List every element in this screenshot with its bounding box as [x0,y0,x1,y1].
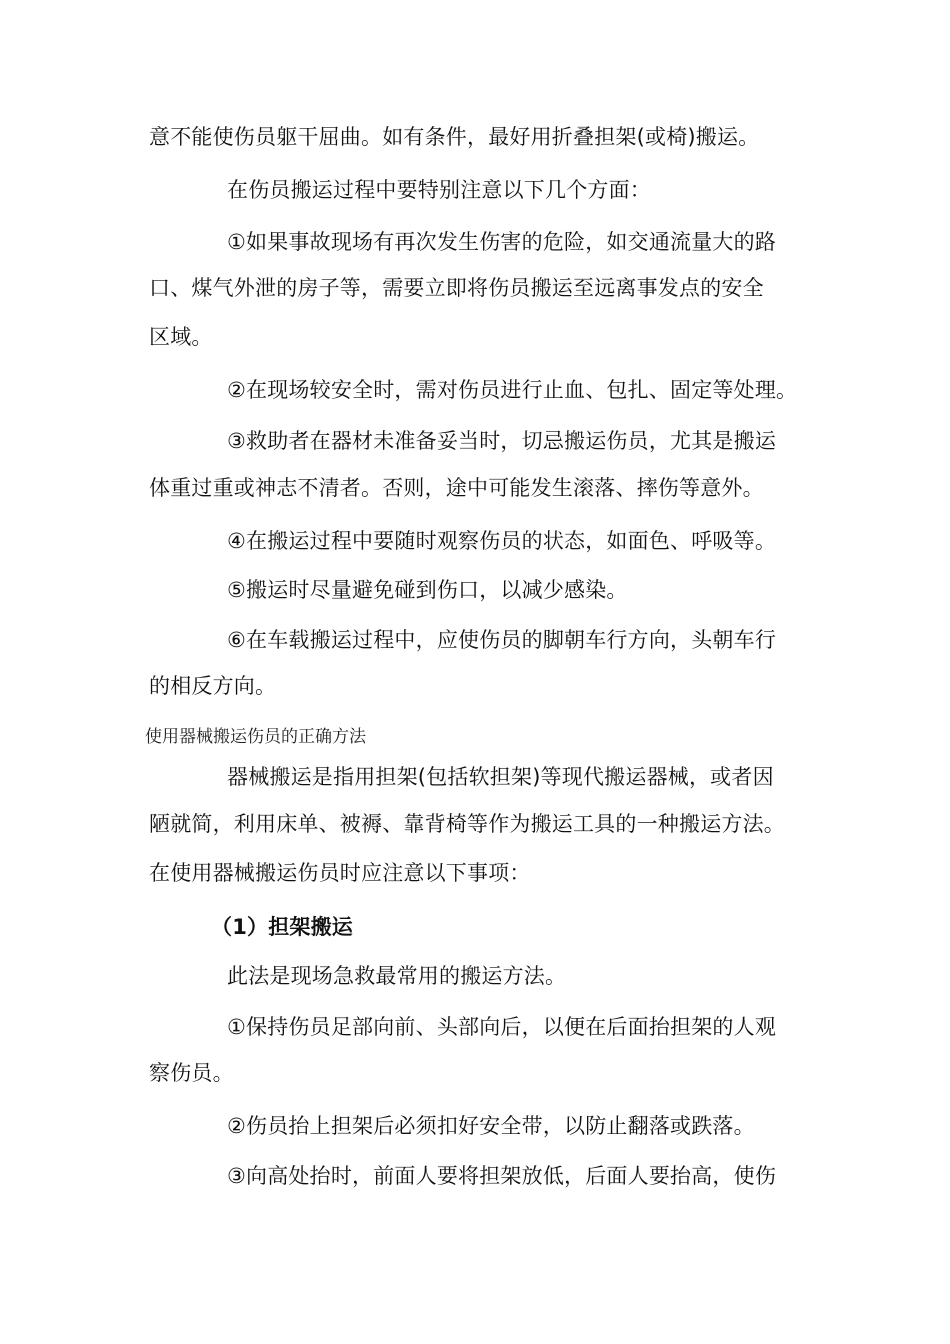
list-item-3-line: ③向高处抬时，前面人要将担架放低，后面人要抬高，使伤 [227,1164,777,1188]
list-item-6-line: 的相反方向。 [149,674,277,698]
section-heading: 使用器械搬运伤员的正确方法 [145,727,366,747]
list-item-4-line: ④在搬运过程中要随时观察伤员的状态，如面色、呼吸等。 [227,529,777,553]
list-item-3-line: 体重过重或神志不清者。否则，途中可能发生滚落、摔伤等意外。 [149,476,764,500]
paragraph-line: 在使用器械搬运伤员时应注意以下事项： [149,861,531,885]
subsection-heading: （1）担架搬运 [211,915,354,939]
list-item-1-line: 察伤员。 [149,1061,234,1085]
list-item-6-line: ⑥在车载搬运过程中，应使伤员的脚朝车行方向，头朝车行 [227,628,777,652]
list-item-1-line: 口、煤气外泄的房子等，需要立即将伤员搬运至远离事发点的安全 [149,276,764,300]
list-item-2-line: ②伤员抬上担架后必须扣好安全带，以防止翻落或跌落。 [227,1114,755,1138]
list-item-1-line: 区域。 [149,325,213,349]
paragraph-line: 意不能使伤员躯干屈曲。如有条件，最好用折叠担架(或椅)搬运。 [149,125,760,149]
list-item-3-line: ③救助者在器材未准备妥当时，切忌搬运伤员，尤其是搬运 [227,429,777,453]
list-item-1-line: ①保持伤员足部向前、头部向后，以便在后面抬担架的人观 [227,1015,777,1039]
list-item-1-line: ①如果事故现场有再次发生伤害的危险，如交通流量大的路 [227,230,777,254]
paragraph-line: 在伤员搬运过程中要特别注意以下几个方面： [227,178,651,202]
paragraph-line: 器械搬运是指用担架(包括软担架)等现代搬运器械，或者因 [227,765,774,789]
paragraph-line: 陋就简，利用床单、被褥、靠背椅等作为搬运工具的一种搬运方法。 [149,812,785,836]
list-item-2-line: ②在现场较安全时，需对伤员进行止血、包扎、固定等处理。 [227,378,798,402]
list-item-5-line: ⑤搬运时尽量避免碰到伤口，以减少感染。 [227,578,628,602]
paragraph-line: 此法是现场急救最常用的搬运方法。 [227,964,567,988]
